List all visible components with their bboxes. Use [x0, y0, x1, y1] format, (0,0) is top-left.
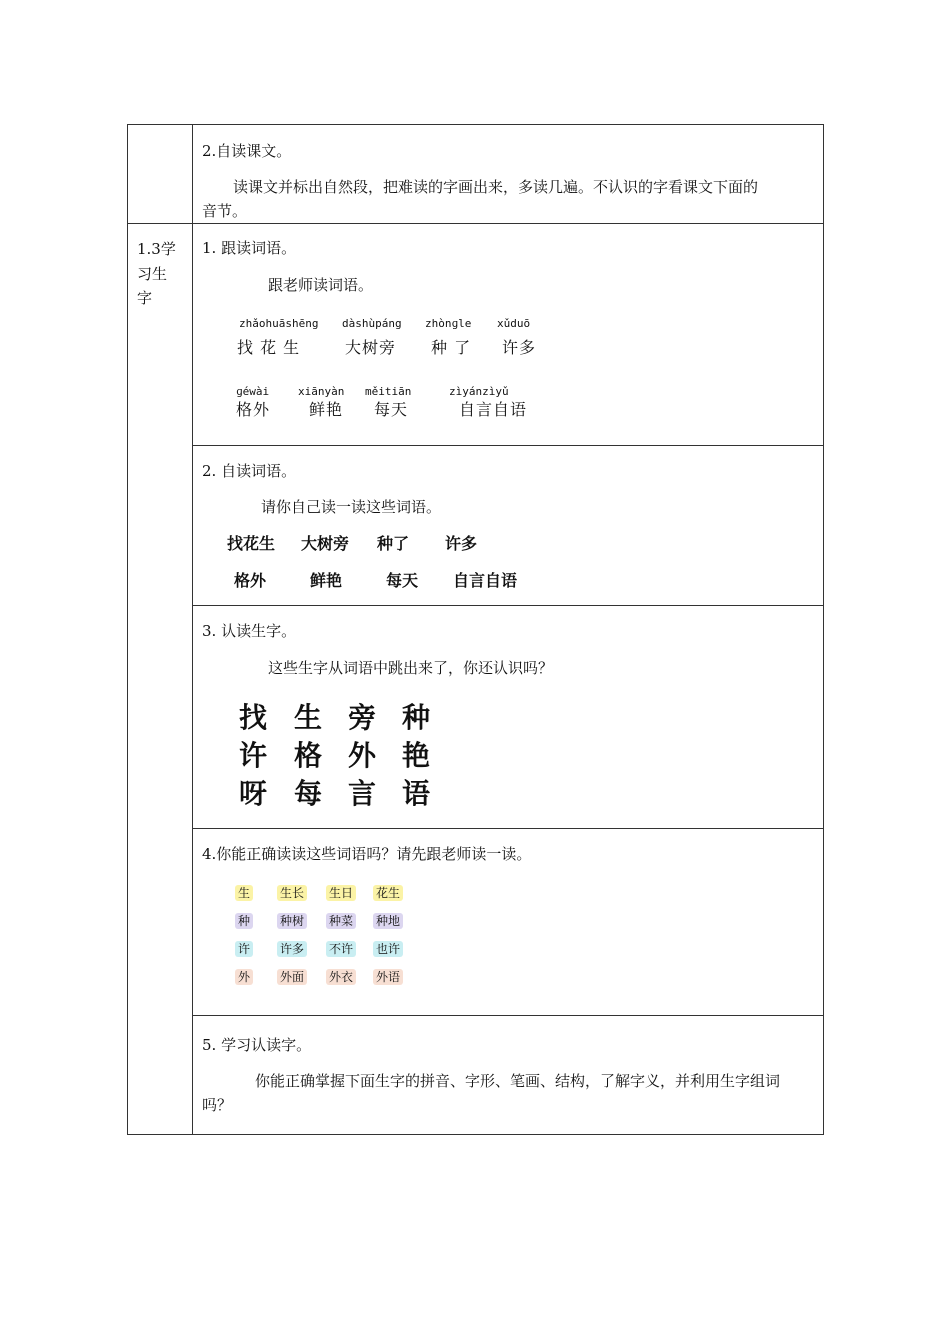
hanzi-word: 每天: [374, 400, 409, 419]
word-chip: 许: [235, 941, 253, 957]
bold-word: 大树旁: [301, 534, 350, 553]
section-label-line1: 1.3学: [137, 240, 176, 258]
word-chip: 外衣: [326, 969, 356, 985]
self-read-text-line1: 读课文并标出自然段，把难读的字画出来，多读几遍。不认识的字看课文下面的: [233, 178, 759, 196]
section-label-line2: 习生: [137, 265, 168, 283]
bold-word: 自言自语: [453, 571, 518, 590]
empty-label-cell: [128, 125, 193, 224]
word-chip: 也许: [373, 941, 403, 957]
hanzi-word: 种 了: [431, 338, 472, 357]
big-char: 言: [348, 777, 377, 810]
big-char: 语: [402, 777, 431, 810]
word-chip: 外面: [277, 969, 307, 985]
word-chip: 外: [235, 969, 253, 985]
lesson-table: [127, 124, 824, 1135]
pinyin-word: zìyánzìyǔ: [449, 385, 509, 398]
self-read-words-heading: 2. 自读词语。: [202, 462, 297, 480]
bold-word: 许多: [445, 534, 478, 553]
hanzi-word: 自言自语: [459, 400, 528, 419]
pinyin-word: xǔduō: [497, 317, 531, 330]
word-chip: 种菜: [326, 913, 356, 929]
self-read-words-cell: [193, 446, 824, 606]
hanzi-word: 许多: [502, 338, 537, 357]
pinyin-word: zhǎohuāshēng: [239, 317, 319, 330]
word-chip: 种树: [277, 913, 307, 929]
big-char: 外: [348, 739, 377, 772]
big-char: 许: [239, 739, 268, 772]
bold-word: 格外: [234, 571, 267, 590]
hanzi-word: 找 花 生: [237, 338, 301, 357]
pinyin-word: dàshùpáng: [342, 317, 402, 330]
recognize-chars-cell: [193, 606, 824, 829]
word-chip: 许多: [277, 941, 307, 957]
word-practice-cell: [193, 829, 824, 1016]
learn-chars-text-line1: 你能正确掌握下面生字的拼音、字形、笔画、结构，了解字义，并利用生字组词: [255, 1072, 781, 1090]
pinyin-word: xiānyàn: [298, 385, 345, 398]
self-read-text-line2: 音节。: [202, 202, 248, 220]
recognize-chars-subtitle: 这些生字从词语中跳出来了，你还认识吗？: [268, 659, 554, 677]
bold-word: 每天: [386, 571, 419, 590]
word-practice-heading: 4.你能正确读读这些词语吗？请先跟老师读一读。: [202, 845, 532, 863]
hanzi-word: 大树旁: [345, 338, 397, 357]
word-chip: 生长: [277, 885, 307, 901]
big-char: 旁: [348, 701, 377, 734]
pinyin-word: ɡéwài: [236, 385, 270, 398]
section-label-line3: 字: [137, 289, 153, 307]
word-chip: 花生: [373, 885, 403, 901]
bold-word: 找花生: [227, 534, 276, 553]
word-chip: 不许: [326, 941, 356, 957]
follow-read-subtitle: 跟老师读词语。: [268, 276, 374, 294]
big-char: 艳: [402, 739, 431, 772]
recognize-chars-heading: 3. 认读生字。: [202, 622, 297, 640]
learn-chars-text-line2: 吗？: [202, 1096, 233, 1114]
word-chip: 种地: [373, 913, 403, 929]
hanzi-word: 格外: [236, 400, 271, 419]
pinyin-word: zhònɡle: [425, 317, 472, 330]
hanzi-word: 鲜艳: [309, 400, 344, 419]
big-char: 呀: [239, 777, 268, 810]
pinyin-word: měitiān: [365, 385, 412, 398]
word-chip: 外语: [373, 969, 403, 985]
big-char: 种: [402, 701, 431, 734]
self-read-cell: [193, 125, 824, 224]
self-read-heading: 2.自读课文。: [202, 142, 292, 160]
learn-chars-heading: 5. 学习认读字。: [202, 1036, 312, 1054]
section-label-cell: [128, 224, 193, 1135]
big-char: 格: [294, 739, 323, 772]
big-char: 生: [294, 701, 323, 734]
follow-read-heading: 1. 跟读词语。: [202, 239, 297, 257]
follow-read-cell: [193, 224, 824, 446]
word-chip: 生: [235, 885, 253, 901]
learn-chars-cell: [193, 1016, 824, 1135]
big-char: 找: [239, 701, 268, 734]
word-chip: 生日: [326, 885, 356, 901]
bold-word: 种了: [377, 534, 410, 553]
bold-word: 鲜艳: [310, 571, 343, 590]
word-chip: 种: [235, 913, 253, 929]
self-read-words-subtitle: 请你自己读一读这些词语。: [261, 498, 442, 516]
big-char: 每: [294, 777, 323, 810]
